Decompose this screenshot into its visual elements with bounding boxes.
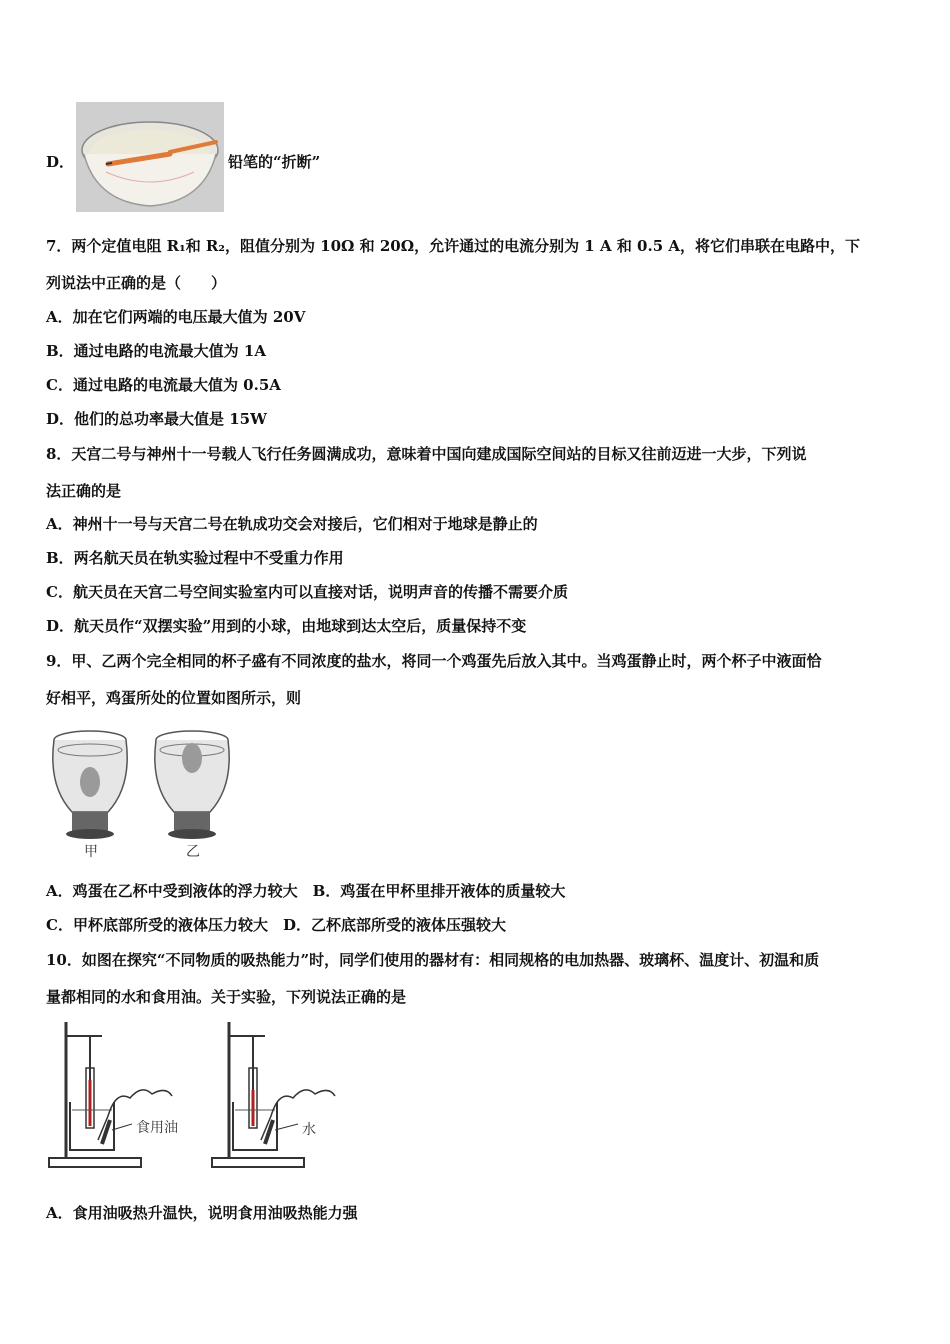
q8-stem-line2: 法正确的是 bbox=[46, 482, 122, 500]
q9-stem-line1: 9．甲、乙两个完全相同的杯子盛有不同浓度的盐水，将同一个鸡蛋先后放入其中。当鸡蛋静止时，两个杯子中液面恰 bbox=[46, 652, 822, 670]
heating-experiment-figure bbox=[46, 1020, 346, 1175]
q9-stem-line2: 好相平，鸡蛋所处的位置如图所示，则 bbox=[46, 689, 302, 707]
q8-option-b: B．两名航天员在轨实验过程中不受重力作用 bbox=[46, 549, 344, 567]
q7-option-a: A．加在它们两端的电压最大值为 20V bbox=[46, 308, 306, 326]
q10-stem-line2: 量都相同的水和食用油。关于实验，下列说法正确的是 bbox=[46, 988, 407, 1006]
q8-stem-line1: 8．天宫二号与神州十一号载人飞行任务圆满成功，意味着中国向建成国际空间站的目标又往前迈进一大步，下列说 bbox=[46, 445, 807, 463]
water-label: 水 bbox=[302, 1122, 316, 1138]
apparatus-oil bbox=[49, 1022, 172, 1167]
cup-jia-label: 甲 bbox=[84, 844, 98, 860]
cup-yi bbox=[155, 731, 229, 839]
q10-stem-line1: 10．如图在探究“不同物质的吸热能力”时，同学们使用的器材有：相同规格的电加热器、玻璃杯、温度计、初温和质 bbox=[46, 951, 820, 969]
q8-option-c: C．航天员在天宫二号空间实验室内可以直接对话，说明声音的传播不需要介质 bbox=[46, 583, 568, 601]
q8-option-a: A．神州十一号与天宫二号在轨成功交会对接后，它们相对于地球是静止的 bbox=[46, 515, 538, 533]
cup-yi-label: 乙 bbox=[186, 844, 200, 860]
egg-jia bbox=[80, 767, 100, 797]
oil-label: 食用油 bbox=[136, 1120, 178, 1136]
q6-option-d-prefix: D． bbox=[46, 153, 75, 171]
q7-stem-line2: 列说法中正确的是（ ） bbox=[46, 274, 227, 292]
egg-cups-figure bbox=[50, 726, 240, 866]
q7-option-b: B．通过电路的电流最大值为 1A bbox=[46, 342, 266, 360]
apparatus-water bbox=[212, 1022, 335, 1167]
q10-option-a: A．食用油吸热升温快，说明食用油吸热能力强 bbox=[46, 1204, 358, 1222]
egg-yi bbox=[182, 743, 202, 773]
q8-option-d: D．航天员作“双摆实验”用到的小球，由地球到达太空后，质量保持不变 bbox=[46, 617, 527, 635]
q6-option-d-text: 铅笔的“折断” bbox=[228, 153, 321, 171]
q9-options-line2: C．甲杯底部所受的液体压力较大 D．乙杯底部所受的液体压强较大 bbox=[46, 916, 506, 934]
q7-option-c: C．通过电路的电流最大值为 0.5A bbox=[46, 376, 281, 394]
cup-jia bbox=[53, 731, 127, 839]
q7-option-d: D．他们的总功率最大值是 15W bbox=[46, 410, 267, 428]
q7-stem-line1: 7．两个定值电阻 R₁和 R₂，阻值分别为 10Ω 和 20Ω，允许通过的电流分别为 1 A 和 0.5 A，将它们串联在电路中，下 bbox=[46, 237, 860, 255]
q9-options-line1: A．鸡蛋在乙杯中受到液体的浮力较大 B．鸡蛋在甲杯里排开液体的质量较大 bbox=[46, 882, 566, 900]
bowl-pencil-photo bbox=[76, 102, 224, 212]
